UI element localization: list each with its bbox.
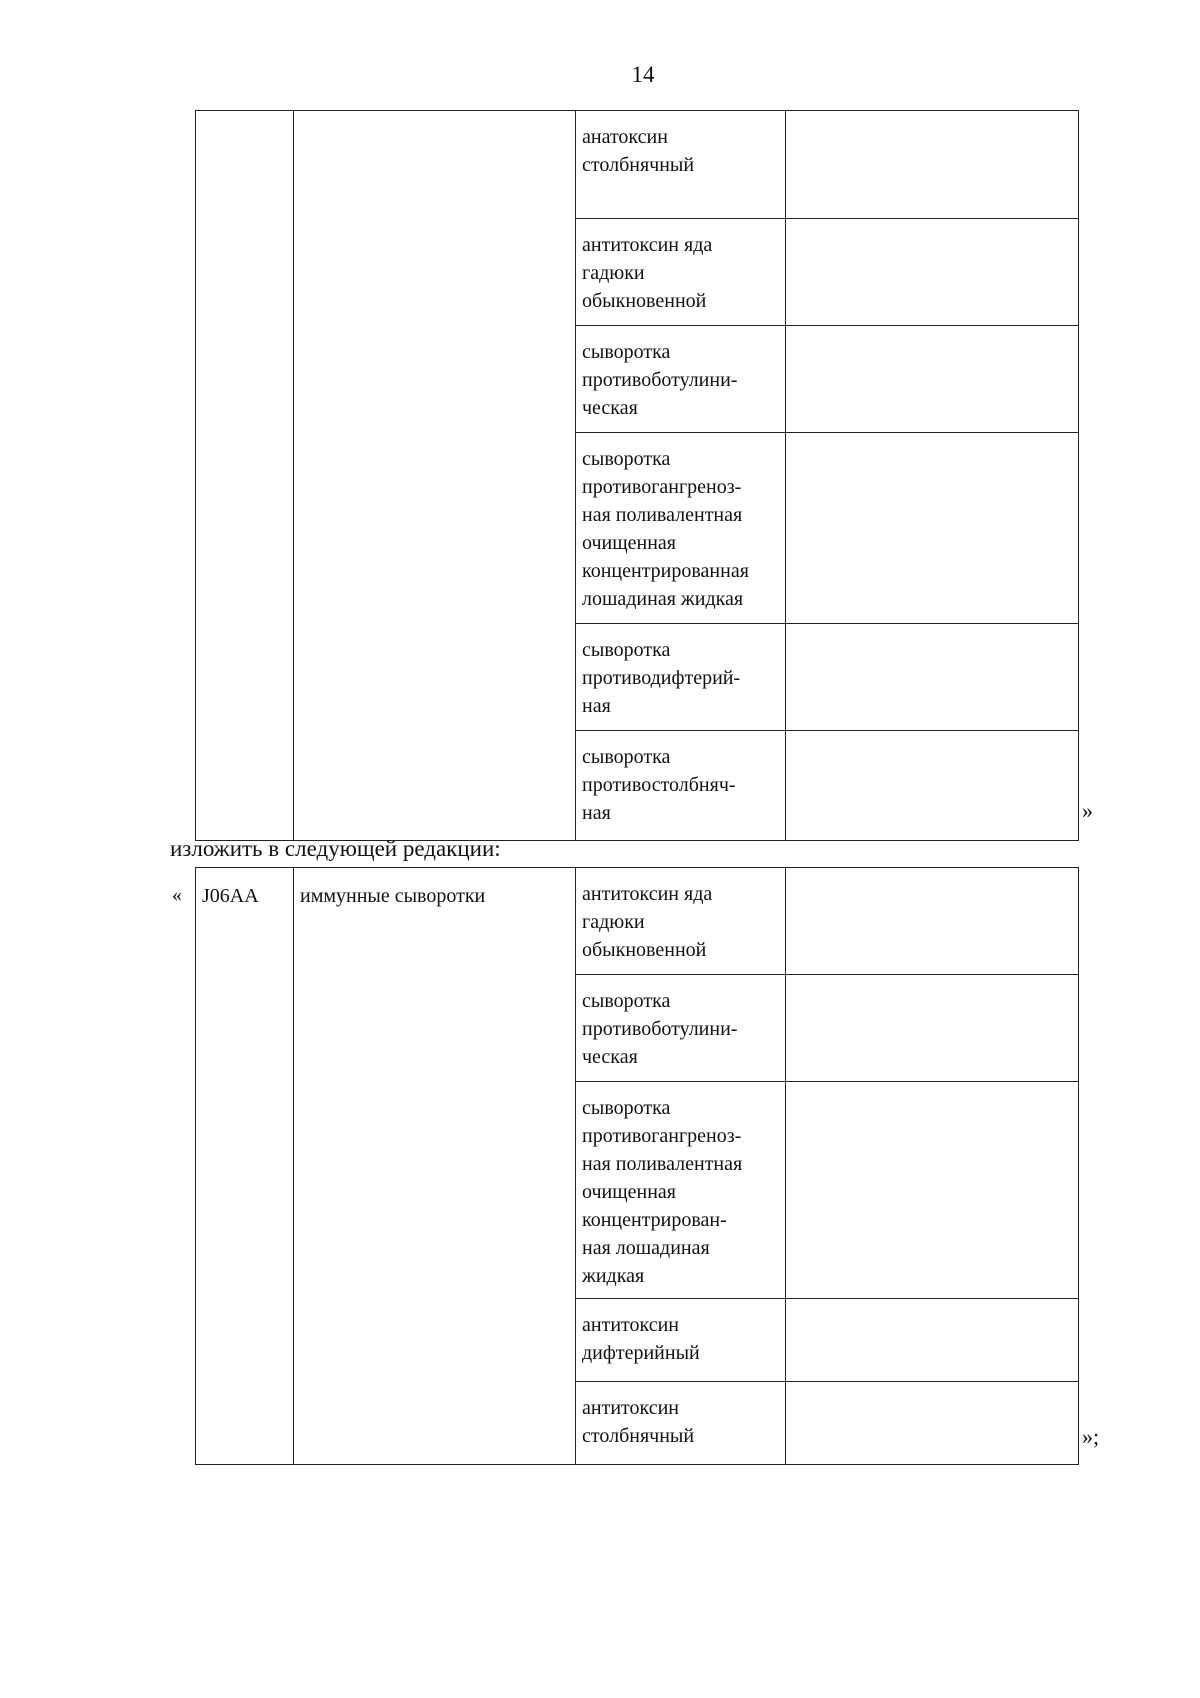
- form-cell: [786, 1382, 1079, 1465]
- drug-name: сыворотка противогангреноз- ная поливалентная очищенная концентрирован- ная лошадиная жидкая: [582, 1097, 743, 1287]
- drug-cell: [576, 1299, 786, 1382]
- form-cell: [786, 326, 1079, 433]
- drug-name: анатоксин столбнячный: [582, 126, 695, 176]
- form-cell: [786, 1082, 1079, 1299]
- drug-cell: [576, 731, 786, 841]
- drug-name: сыворотка противостолбняч- ная: [582, 746, 736, 824]
- group-name: иммунные сыворотки: [300, 885, 486, 907]
- form-cell: [786, 731, 1079, 841]
- page-number: 14: [631, 62, 655, 87]
- drug-cell: [576, 868, 786, 975]
- code-cell: [196, 111, 294, 841]
- drug-cell: [576, 624, 786, 731]
- form-cell: [786, 624, 1079, 731]
- drug-name: антитоксин яда гадюки обыкновенной: [582, 883, 713, 961]
- drug-name: сыворотка противогангреноз- ная поливалентная очищенная концентрированная лошадиная жидкая: [582, 448, 749, 610]
- opening-quote: «: [172, 884, 182, 906]
- atc-code-cell: [196, 868, 294, 1465]
- drug-cell: [576, 1082, 786, 1299]
- drug-name: антитоксин столбнячный: [582, 1397, 695, 1447]
- table-row: [196, 868, 1079, 975]
- intro-text: изложить в следующей редакции:: [170, 836, 501, 861]
- form-cell: [786, 1299, 1079, 1382]
- form-cell: [786, 868, 1079, 975]
- drug-name: сыворотка противоботулини- ческая: [582, 341, 738, 419]
- new-drug-table: [195, 867, 1079, 1465]
- table-row: [196, 111, 1079, 219]
- drug-cell: [576, 433, 786, 624]
- drug-name: сыворотка противоботулини- ческая: [582, 990, 738, 1068]
- group-cell: [294, 111, 576, 841]
- form-cell: [786, 219, 1079, 326]
- drug-cell: [576, 975, 786, 1082]
- drug-cell: [576, 1382, 786, 1465]
- form-cell: [786, 111, 1079, 219]
- drug-name: антитоксин дифтерийный: [582, 1314, 700, 1364]
- drug-cell: [576, 219, 786, 326]
- closing-quote: »: [1082, 798, 1093, 823]
- closing-quote: »;: [1082, 1424, 1100, 1449]
- old-drug-table: [195, 110, 1079, 841]
- drug-cell: [576, 326, 786, 433]
- form-cell: [786, 433, 1079, 624]
- group-cell: [294, 868, 576, 1465]
- form-cell: [786, 975, 1079, 1082]
- drug-name: антитоксин яда гадюки обыкновенной: [582, 234, 713, 312]
- drug-name: сыворотка противодифтерий- ная: [582, 639, 741, 717]
- drug-cell: [576, 111, 786, 219]
- atc-code: J06AA: [202, 885, 259, 907]
